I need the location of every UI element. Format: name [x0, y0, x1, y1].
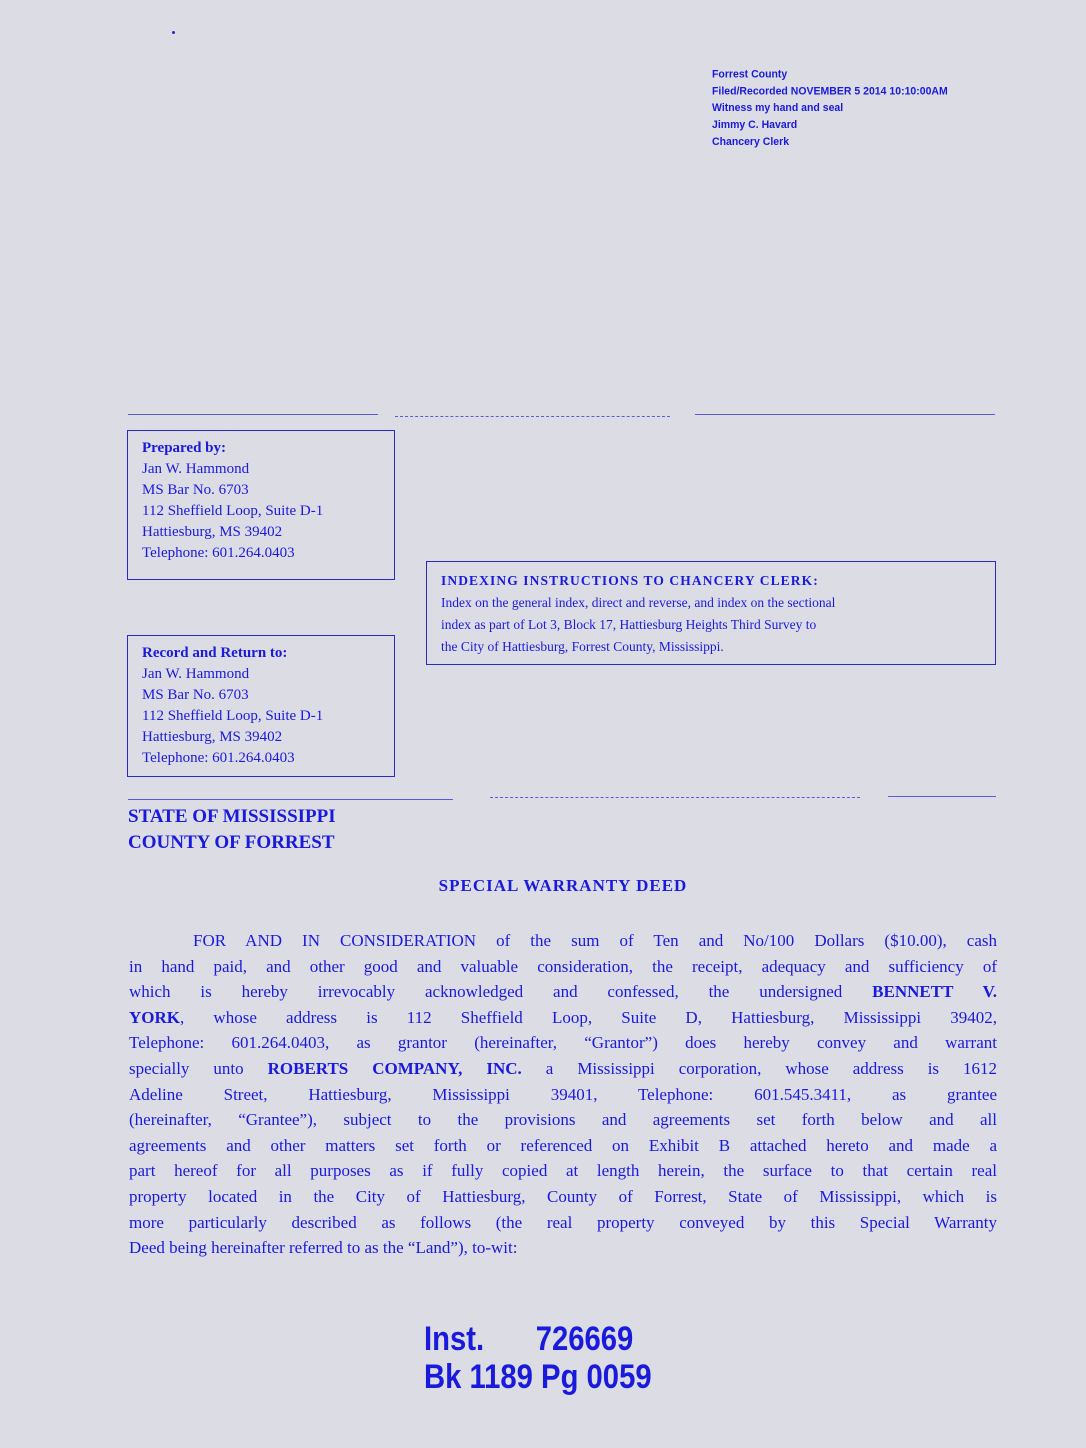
prepared-by-street: 112 Sheffield Loop, Suite D-1 [142, 503, 324, 519]
prepared-by-phone: Telephone: 601.264.0403 [142, 545, 295, 561]
indexing-line-2: index as part of Lot 3, Block 17, Hattiesburg Heights Third Survey to [441, 617, 817, 632]
prepared-by-city: Hattiesburg, MS 39402 [142, 524, 283, 540]
instrument-stamp [424, 1320, 652, 1396]
body-text: , whose address is 112 Sheffield Loop, Suite D, Hattiesburg, Mississippi 39402, [180, 1007, 997, 1027]
prepared-by-heading: Prepared by: [142, 440, 227, 456]
top-rule-2 [395, 416, 670, 417]
body-line: Deed being hereinafter referred to as the “Land”), to-wit: [129, 1238, 518, 1258]
grantor-name-part2: YORK [129, 1007, 180, 1027]
indexing-line-3: the City of Hattiesburg, Forrest County, Mississippi. [441, 639, 724, 654]
inst-number: 726669 [535, 1320, 634, 1358]
indexing-line-1: Index on the general index, direct and reverse, and index on the sectional [441, 595, 836, 610]
stamp-clerk-name: Jimmy C. Havard [712, 118, 798, 132]
body-line [129, 979, 997, 1005]
body-line: agreements and other matters set forth or referenced on Exhibit B attached hereto and made a [129, 1135, 997, 1155]
record-return-street: 112 Sheffield Loop, Suite D-1 [142, 708, 324, 724]
book-page: Bk 1189 Pg 0059 [424, 1358, 652, 1396]
record-return-bar: MS Bar No. 6703 [142, 687, 249, 703]
stamp-witness: Witness my hand and seal [712, 101, 844, 115]
mid-rule-1 [128, 799, 453, 800]
venue-heading [128, 804, 336, 856]
top-rule-3 [695, 414, 995, 415]
record-return-city: Hattiesburg, MS 39402 [142, 729, 283, 745]
grantee-name: ROBERTS COMPANY, INC. [267, 1058, 522, 1078]
county-line: COUNTY OF FORREST [128, 832, 335, 853]
mid-rule-2 [490, 797, 860, 798]
body-line: property located in the City of Hattiesburg, County of Forrest, State of Mississippi, which is [129, 1186, 997, 1206]
indexing-heading: INDEXING INSTRUCTIONS TO CHANCERY CLERK: [441, 573, 819, 588]
mid-rule-3 [888, 796, 996, 797]
record-return-box [127, 635, 395, 777]
body-line: Telephone: 601.264.0403, as grantor (hereinafter, “Grantor”) does hereby convey and warrant [129, 1033, 997, 1053]
body-text: which is hereby irrevocably acknowledged and confessed, the undersigned [129, 982, 843, 1002]
record-return-phone: Telephone: 601.264.0403 [142, 750, 295, 766]
stamp-clerk-title: Chancery Clerk [712, 135, 790, 148]
body-line: Adeline Street, Hattiesburg, Mississippi 39401, Telephone: 601.545.3411, as grantee [129, 1084, 997, 1104]
body-text: a Mississippi corporation, whose address is 1612 [545, 1058, 998, 1078]
deed-body [129, 928, 997, 1261]
stamp-county: Forrest County [712, 68, 788, 81]
body-line: in hand paid, and other good and valuable consideration, the receipt, adequacy and sufficiency of [129, 956, 997, 976]
indexing-instructions-box [426, 561, 996, 665]
body-line: part hereof for all purposes as if fully copied at length herein, the surface to that certain real [129, 1161, 997, 1181]
body-line [129, 1056, 997, 1082]
prepared-by-bar: MS Bar No. 6703 [142, 482, 249, 498]
top-rule-1 [128, 414, 378, 415]
inst-label: Inst. [424, 1320, 485, 1358]
prepared-by-name: Jan W. Hammond [142, 461, 250, 477]
body-line [129, 1005, 997, 1031]
document-title: SPECIAL WARRANTY DEED [438, 876, 688, 895]
recording-stamp [712, 66, 948, 150]
state-line: STATE OF MISSISSIPPI [128, 806, 336, 827]
prepared-by-box [127, 430, 395, 580]
record-return-heading: Record and Return to: [142, 645, 288, 661]
body-line: more particularly described as follows (the real property conveyed by this Special Warranty [129, 1212, 997, 1232]
body-text: specially unto [129, 1058, 244, 1078]
body-line: (hereinafter, “Grantee”), subject to the provisions and agreements set forth below and all [129, 1110, 997, 1130]
grantor-name-part1: BENNETT V. [872, 982, 998, 1002]
scan-speck [172, 31, 175, 34]
record-return-name: Jan W. Hammond [142, 666, 250, 682]
stamp-filed: Filed/Recorded NOVEMBER 5 2014 10:10:00AM [712, 84, 948, 98]
body-line: FOR AND IN CONSIDERATION of the sum of Ten and No/100 Dollars ($10.00), cash [193, 931, 997, 950]
